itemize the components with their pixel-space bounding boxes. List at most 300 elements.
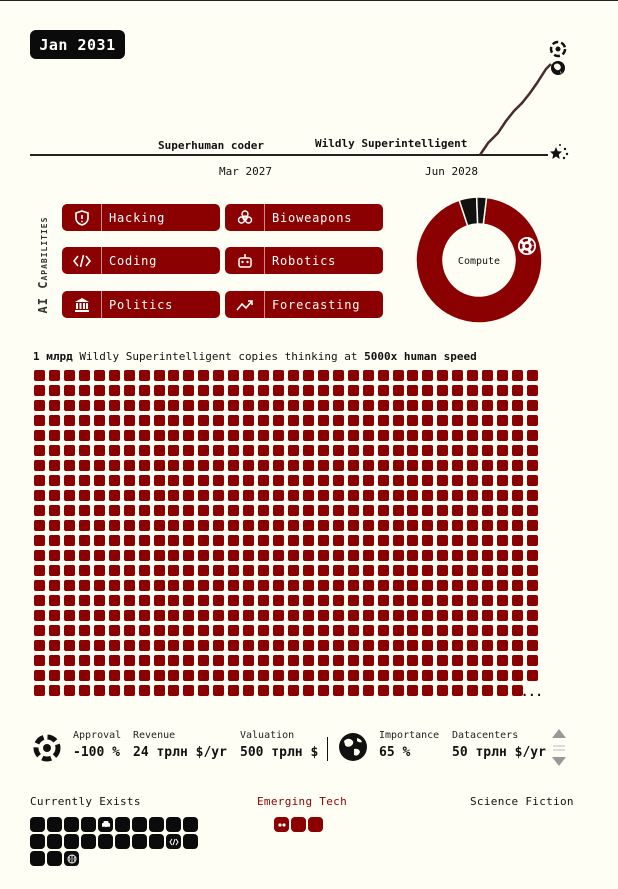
copy-cell xyxy=(393,505,404,516)
copy-cell xyxy=(303,400,314,411)
copy-cell xyxy=(243,595,254,606)
copy-cell xyxy=(198,415,209,426)
copy-cell xyxy=(154,415,165,426)
copy-cell xyxy=(243,505,254,516)
copy-cell xyxy=(198,550,209,561)
copy-cell xyxy=(49,490,60,501)
code-icon xyxy=(62,247,102,274)
copy-cell xyxy=(139,580,150,591)
copy-cell xyxy=(183,400,194,411)
copies-middle: Wildly Superintelligent copies thinking at xyxy=(79,350,358,363)
tech-chip[interactable] xyxy=(274,817,289,832)
copy-cell xyxy=(288,595,299,606)
copy-cell xyxy=(79,385,90,396)
copy-cell xyxy=(109,550,120,561)
copy-cell xyxy=(258,565,269,576)
copy-cell xyxy=(407,445,418,456)
copy-cell xyxy=(363,520,374,531)
tech-chip[interactable] xyxy=(81,817,96,832)
copy-cell xyxy=(228,415,239,426)
copy-cell xyxy=(318,655,329,666)
copy-cell xyxy=(497,400,508,411)
copy-cell xyxy=(422,565,433,576)
copy-cell xyxy=(94,490,105,501)
copy-cell xyxy=(109,460,120,471)
copy-cell xyxy=(124,370,135,381)
capability-bioweapons-button[interactable] xyxy=(225,204,383,231)
copy-cell xyxy=(422,445,433,456)
copy-cell xyxy=(198,520,209,531)
tech-chip[interactable] xyxy=(149,834,164,849)
copy-cell xyxy=(497,565,508,576)
copy-cell xyxy=(109,625,120,636)
copy-cell xyxy=(124,430,135,441)
copy-cell xyxy=(288,550,299,561)
copy-cell xyxy=(183,430,194,441)
copy-cell xyxy=(482,640,493,651)
copy-cell xyxy=(94,670,105,681)
copy-cell xyxy=(198,580,209,591)
copy-cell xyxy=(64,505,75,516)
copy-cell xyxy=(124,685,135,696)
copy-cell xyxy=(273,580,284,591)
copy-cell xyxy=(378,685,389,696)
tech-chip[interactable] xyxy=(30,834,45,849)
copy-cell xyxy=(288,430,299,441)
copy-cell xyxy=(407,595,418,606)
copy-cell xyxy=(512,445,523,456)
copy-cell xyxy=(168,670,179,681)
capability-robotics-button[interactable] xyxy=(225,247,383,274)
copy-cell xyxy=(437,385,448,396)
copy-cell xyxy=(213,370,224,381)
tech-chip[interactable] xyxy=(183,817,198,832)
copy-cell xyxy=(288,385,299,396)
copy-cell xyxy=(333,625,344,636)
copy-cell xyxy=(378,670,389,681)
copy-cell xyxy=(64,475,75,486)
copy-cell xyxy=(243,370,254,381)
tech-chip[interactable] xyxy=(30,817,45,832)
copy-cell xyxy=(527,475,538,486)
copy-cell xyxy=(512,460,523,471)
stats-divider xyxy=(327,737,328,761)
copy-cell xyxy=(482,610,493,621)
tech-chip[interactable] xyxy=(81,834,96,849)
copy-cell xyxy=(79,505,90,516)
copy-cell xyxy=(288,490,299,501)
copy-cell xyxy=(139,655,150,666)
copy-cell xyxy=(154,625,165,636)
copy-cell xyxy=(512,625,523,636)
copy-cell xyxy=(64,430,75,441)
timeline-chart xyxy=(0,31,618,161)
copy-cell xyxy=(243,430,254,441)
copy-cell xyxy=(467,640,478,651)
copy-cell xyxy=(422,520,433,531)
tech-chip[interactable] xyxy=(183,834,198,849)
tech-chip[interactable] xyxy=(308,817,323,832)
copy-cell xyxy=(512,610,523,621)
copy-cell xyxy=(273,445,284,456)
copy-cell xyxy=(213,400,224,411)
revenue-stat: Revenue 24 трлн $/yr xyxy=(133,730,227,760)
copy-cell xyxy=(64,520,75,531)
copy-cell xyxy=(333,595,344,606)
copy-cell xyxy=(288,625,299,636)
copy-cell xyxy=(363,595,374,606)
copy-cell xyxy=(407,610,418,621)
copy-cell xyxy=(168,370,179,381)
copy-cell xyxy=(303,430,314,441)
copy-cell xyxy=(348,430,359,441)
copy-cell xyxy=(422,685,433,696)
copy-cell xyxy=(288,400,299,411)
copy-cell xyxy=(124,580,135,591)
copy-cell xyxy=(183,445,194,456)
tech-chip[interactable] xyxy=(30,851,45,866)
copy-cell xyxy=(49,520,60,531)
capability-label: Robotics xyxy=(272,253,337,268)
copy-cell xyxy=(437,445,448,456)
copy-cell xyxy=(139,370,150,381)
copy-cell xyxy=(168,385,179,396)
copy-cell xyxy=(348,370,359,381)
copy-cell xyxy=(228,430,239,441)
copy-cell xyxy=(467,580,478,591)
copy-cell xyxy=(527,415,538,426)
tech-chip[interactable] xyxy=(149,817,164,832)
copy-cell xyxy=(333,655,344,666)
copy-cell xyxy=(49,655,60,666)
copy-cell xyxy=(288,610,299,621)
copy-cell xyxy=(363,655,374,666)
copy-cell xyxy=(422,490,433,501)
copy-cell xyxy=(273,535,284,546)
copy-cell xyxy=(378,460,389,471)
copy-cell xyxy=(94,580,105,591)
copy-cell xyxy=(378,655,389,666)
copy-cell xyxy=(303,670,314,681)
copy-cell xyxy=(79,655,90,666)
copy-cell xyxy=(168,520,179,531)
copy-cell xyxy=(258,445,269,456)
copy-cell xyxy=(378,415,389,426)
copy-cell xyxy=(64,445,75,456)
copy-cell xyxy=(527,625,538,636)
copy-cell xyxy=(407,640,418,651)
copy-cell xyxy=(333,520,344,531)
copy-cell xyxy=(288,655,299,666)
copy-cell xyxy=(318,460,329,471)
copy-cell xyxy=(437,655,448,666)
copy-cell xyxy=(243,535,254,546)
copy-cell xyxy=(348,460,359,471)
copy-cell xyxy=(228,445,239,456)
copy-cell xyxy=(273,655,284,666)
copy-cell xyxy=(124,460,135,471)
copy-cell xyxy=(333,580,344,591)
copy-cell xyxy=(363,640,374,651)
copy-cell xyxy=(79,370,90,381)
copy-cell xyxy=(527,430,538,441)
copy-cell xyxy=(407,475,418,486)
copy-cell xyxy=(64,625,75,636)
copy-cell xyxy=(139,400,150,411)
copy-cell xyxy=(34,475,45,486)
copy-cell xyxy=(183,520,194,531)
copy-cell xyxy=(34,505,45,516)
copy-cell xyxy=(49,445,60,456)
copy-cell xyxy=(79,670,90,681)
copy-cell xyxy=(124,445,135,456)
scroll-up-icon xyxy=(552,729,566,738)
copy-cell xyxy=(183,640,194,651)
copy-cell xyxy=(497,370,508,381)
copy-cell xyxy=(482,460,493,471)
tech-chip[interactable] xyxy=(166,817,181,832)
copy-cell xyxy=(437,625,448,636)
copy-cell xyxy=(109,370,120,381)
copy-cell xyxy=(64,385,75,396)
copy-cell xyxy=(109,385,120,396)
copy-cell xyxy=(94,385,105,396)
copy-cell xyxy=(333,550,344,561)
copy-cell xyxy=(348,535,359,546)
tech-chip[interactable] xyxy=(166,834,181,849)
copy-cell xyxy=(139,430,150,441)
tech-chip[interactable] xyxy=(98,834,113,849)
copy-cell xyxy=(139,490,150,501)
copy-cell xyxy=(168,400,179,411)
copy-cell xyxy=(183,610,194,621)
copy-cell xyxy=(497,460,508,471)
tech-chip[interactable] xyxy=(291,817,306,832)
copy-cell xyxy=(109,430,120,441)
copy-cell xyxy=(79,685,90,696)
copy-cell xyxy=(243,385,254,396)
capability-coding-button[interactable] xyxy=(62,247,220,274)
progress-curve xyxy=(480,64,551,155)
copy-cell xyxy=(363,475,374,486)
copy-cell xyxy=(213,535,224,546)
copy-cell xyxy=(303,385,314,396)
tech-chip[interactable] xyxy=(64,834,79,849)
copy-cell xyxy=(348,625,359,636)
copy-cell xyxy=(213,445,224,456)
copy-cell xyxy=(198,385,209,396)
copy-cell xyxy=(94,505,105,516)
tech-chip[interactable] xyxy=(115,834,130,849)
copy-cell xyxy=(482,565,493,576)
copy-cell xyxy=(154,460,165,471)
capability-hacking-button[interactable] xyxy=(62,204,220,231)
copy-cell xyxy=(49,370,60,381)
copy-cell xyxy=(228,580,239,591)
copy-cell xyxy=(258,460,269,471)
copy-cell xyxy=(303,550,314,561)
copy-cell xyxy=(527,520,538,531)
copy-cell xyxy=(303,580,314,591)
copy-cell xyxy=(497,625,508,636)
copy-cell xyxy=(94,685,105,696)
copy-cell xyxy=(243,580,254,591)
capabilities-title: AI Capabilities xyxy=(36,216,50,314)
copy-cell xyxy=(198,400,209,411)
copy-cell xyxy=(243,490,254,501)
copy-cell xyxy=(452,640,463,651)
copy-cell xyxy=(139,640,150,651)
copy-cell xyxy=(258,610,269,621)
copy-cell xyxy=(139,535,150,546)
copy-cell xyxy=(318,505,329,516)
copy-cell xyxy=(452,595,463,606)
copy-cell xyxy=(482,655,493,666)
copy-cell xyxy=(527,445,538,456)
copy-cell xyxy=(363,610,374,621)
copy-cell xyxy=(94,400,105,411)
milestone-label: Wildly Superintelligent xyxy=(315,137,468,150)
copy-cell xyxy=(154,550,165,561)
tech-chip[interactable] xyxy=(64,851,79,866)
copy-cell xyxy=(124,625,135,636)
copy-cell xyxy=(512,670,523,681)
copy-cell xyxy=(333,430,344,441)
copy-cell xyxy=(422,655,433,666)
copy-cell xyxy=(467,385,478,396)
capitol-icon xyxy=(62,291,102,318)
openai-logo-icon xyxy=(518,237,536,255)
copy-cell xyxy=(139,520,150,531)
tech-chip[interactable] xyxy=(64,817,79,832)
copy-cell xyxy=(348,580,359,591)
copy-cell xyxy=(512,400,523,411)
copy-cell xyxy=(94,655,105,666)
copy-cell xyxy=(422,595,433,606)
copy-cell xyxy=(452,655,463,666)
copy-cell xyxy=(273,385,284,396)
copy-cell xyxy=(452,685,463,696)
copy-cell xyxy=(378,490,389,501)
copy-cell xyxy=(318,640,329,651)
copy-cell xyxy=(228,595,239,606)
copy-cell xyxy=(124,610,135,621)
copy-cell xyxy=(183,625,194,636)
copy-cell xyxy=(213,640,224,651)
copy-cell xyxy=(527,370,538,381)
scroll-down-icon xyxy=(552,757,566,766)
tech-chip[interactable] xyxy=(47,817,62,832)
copy-cell xyxy=(393,430,404,441)
copy-cell xyxy=(243,460,254,471)
copy-cell xyxy=(512,430,523,441)
copy-cell xyxy=(407,520,418,531)
copy-cell xyxy=(437,505,448,516)
copy-cell xyxy=(393,655,404,666)
capability-forecasting-button[interactable] xyxy=(225,291,383,318)
copy-cell xyxy=(213,505,224,516)
datacenters-stat: Datacenters 50 трлн $/yr xyxy=(452,730,546,760)
copy-cell xyxy=(527,550,538,561)
copy-cell xyxy=(467,370,478,381)
copy-cell xyxy=(333,460,344,471)
copy-cell xyxy=(154,565,165,576)
copy-cell xyxy=(64,415,75,426)
copy-cell xyxy=(318,610,329,621)
copy-cell xyxy=(512,595,523,606)
copy-cell xyxy=(333,415,344,426)
copy-cell xyxy=(154,490,165,501)
copy-cell xyxy=(497,430,508,441)
copy-cell xyxy=(34,400,45,411)
copy-cell xyxy=(497,415,508,426)
tech-chip[interactable] xyxy=(47,851,62,866)
copy-cell xyxy=(183,655,194,666)
tech-chip[interactable] xyxy=(47,834,62,849)
tier-science-fiction: Science Fiction xyxy=(470,795,574,808)
copy-cell xyxy=(258,415,269,426)
copy-cell xyxy=(49,685,60,696)
copy-cell xyxy=(34,580,45,591)
copy-cell xyxy=(348,685,359,696)
capability-politics-button[interactable] xyxy=(62,291,220,318)
copy-cell xyxy=(452,460,463,471)
copy-cell xyxy=(452,415,463,426)
copy-cell xyxy=(154,385,165,396)
copy-cell xyxy=(363,370,374,381)
copy-cell xyxy=(273,640,284,651)
copy-cell xyxy=(228,370,239,381)
importance-stat: Importance 65 % xyxy=(379,730,440,760)
copy-cell xyxy=(273,550,284,561)
copy-cell xyxy=(437,565,448,576)
scroll-control[interactable] xyxy=(551,728,567,768)
copy-cell xyxy=(512,490,523,501)
copy-cell xyxy=(348,640,359,651)
copy-cell xyxy=(497,505,508,516)
tech-chip[interactable] xyxy=(132,817,147,832)
copy-cell xyxy=(363,625,374,636)
copy-cell xyxy=(467,475,478,486)
copy-cell xyxy=(422,625,433,636)
tech-chip[interactable] xyxy=(115,817,130,832)
copy-cell xyxy=(467,505,478,516)
copy-cell xyxy=(49,580,60,591)
copy-cell xyxy=(64,685,75,696)
copy-cell xyxy=(288,505,299,516)
star-cluster-icon xyxy=(550,144,568,159)
copy-cell xyxy=(258,385,269,396)
copy-cell xyxy=(109,505,120,516)
copy-cell xyxy=(213,610,224,621)
tech-chip[interactable] xyxy=(132,834,147,849)
copy-cell xyxy=(482,670,493,681)
copy-cell xyxy=(94,610,105,621)
tech-chip[interactable] xyxy=(98,817,113,832)
copies-count: 1 млрд xyxy=(33,350,73,363)
copy-cell xyxy=(79,430,90,441)
copy-cell xyxy=(273,400,284,411)
copy-cell xyxy=(378,610,389,621)
copy-cell xyxy=(258,670,269,681)
copy-cell xyxy=(482,400,493,411)
copy-cell xyxy=(393,670,404,681)
copy-cell xyxy=(79,640,90,651)
copy-cell xyxy=(512,655,523,666)
copies-summary xyxy=(33,350,477,363)
copy-cell xyxy=(452,625,463,636)
copy-cell xyxy=(49,595,60,606)
